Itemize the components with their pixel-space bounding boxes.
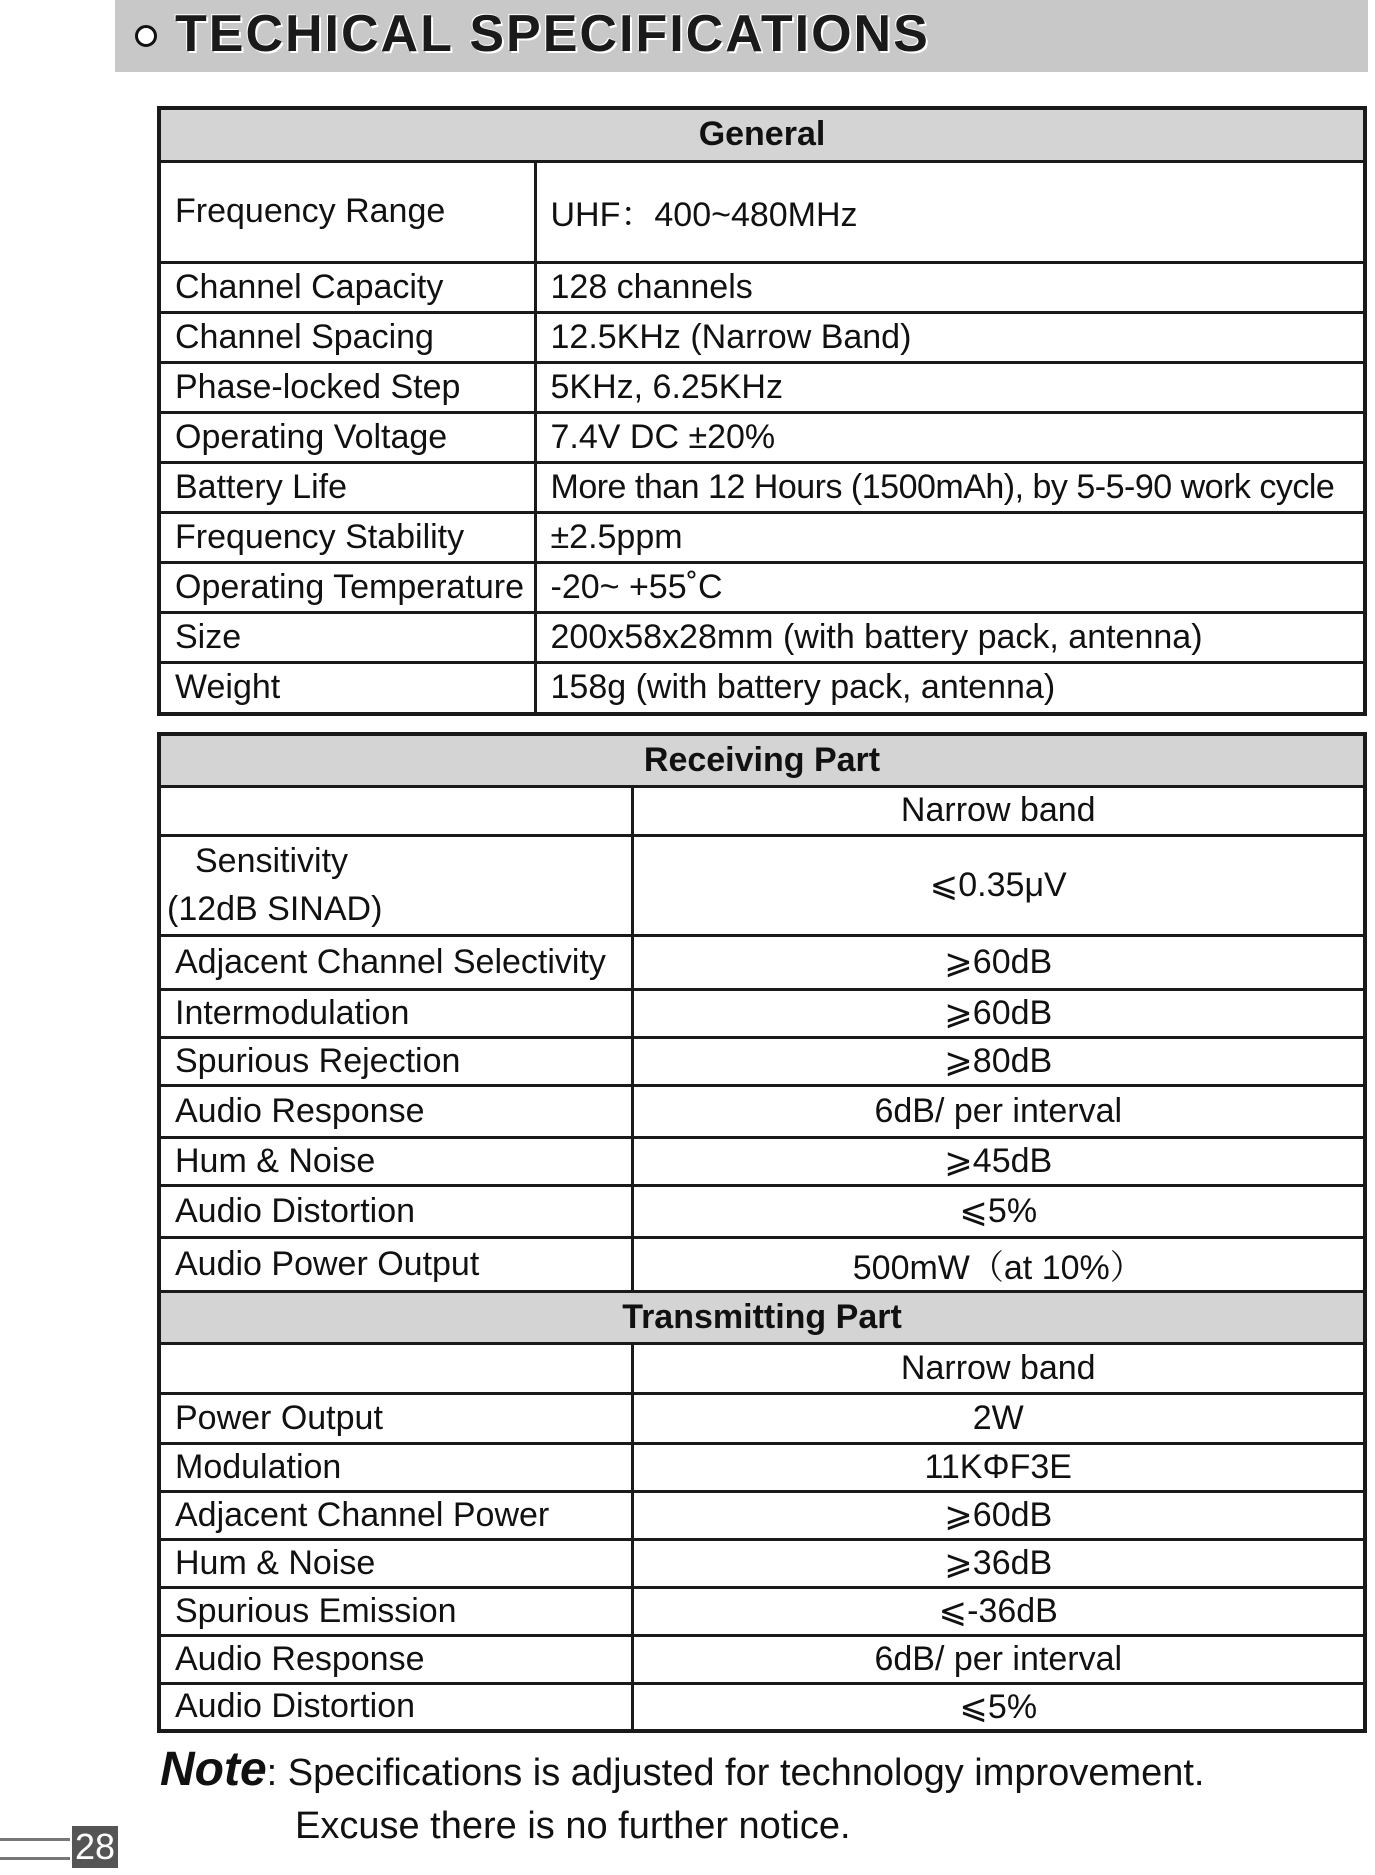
table-row xyxy=(159,312,1365,362)
spec-value: ⩾60dB xyxy=(632,989,1365,1037)
table-row xyxy=(159,562,1365,612)
spec-label: Audio Response xyxy=(159,1085,632,1137)
spec-value: 158g (with battery pack, antenna) xyxy=(535,662,1365,714)
spec-label: Modulation xyxy=(159,1443,632,1491)
table-row xyxy=(159,1443,1365,1491)
note-label: Note xyxy=(160,1743,267,1796)
general-spec-table xyxy=(157,106,1367,716)
table-row xyxy=(159,412,1365,462)
table-row xyxy=(159,989,1365,1037)
section-title-bar xyxy=(115,0,1368,72)
spec-value: ⩾45dB xyxy=(632,1137,1365,1185)
spec-value: ⩾80dB xyxy=(632,1037,1365,1085)
spec-label: Hum & Noise xyxy=(159,1137,632,1185)
spec-label: Adjacent Channel Selectivity xyxy=(159,935,632,989)
spec-label: Power Output xyxy=(159,1393,632,1443)
spec-value: -20~ +55˚C xyxy=(535,562,1365,612)
table-row xyxy=(159,362,1365,412)
transmitting-heading: Transmitting Part xyxy=(159,1291,1365,1343)
table-row xyxy=(159,1587,1365,1635)
note-line-1: Specifications is adjusted for technology improvement. xyxy=(287,1752,1205,1794)
spec-label: Spurious Emission xyxy=(159,1587,632,1635)
spec-value: 6dB/ per interval xyxy=(632,1085,1365,1137)
table-row xyxy=(159,462,1365,512)
table-row xyxy=(159,1539,1365,1587)
table-row xyxy=(159,1085,1365,1137)
spec-label: Audio Distortion xyxy=(159,1683,632,1731)
table-row xyxy=(159,161,1365,262)
spec-label: Intermodulation xyxy=(159,989,632,1037)
sensitivity-label: Sensitivity xyxy=(195,842,349,880)
table-row xyxy=(159,1491,1365,1539)
spec-value: 2W xyxy=(632,1393,1365,1443)
general-heading: General xyxy=(159,108,1365,161)
spec-value: ⩽5% xyxy=(632,1683,1365,1731)
table-row xyxy=(159,1185,1365,1237)
table-row xyxy=(159,662,1365,714)
table-row xyxy=(159,612,1365,662)
spec-label: Hum & Noise xyxy=(159,1539,632,1587)
receiving-column-header: Narrow band xyxy=(632,786,1365,835)
spec-value: ⩽-36dB xyxy=(632,1587,1365,1635)
spec-value: 7.4V DC ±20% xyxy=(535,412,1365,462)
table-row xyxy=(159,1635,1365,1683)
spec-value: 5KHz, 6.25KHz xyxy=(535,362,1365,412)
sensitivity-condition: (12dB SINAD) xyxy=(167,890,383,928)
spec-label: Battery Life xyxy=(159,462,535,512)
table-row xyxy=(159,935,1365,989)
spec-label: Operating Temperature xyxy=(159,562,535,612)
note xyxy=(160,1745,1205,1798)
spec-label: Channel Spacing xyxy=(159,312,535,362)
spec-value: More than 12 Hours (1500mAh), by 5-5-90 work cycle xyxy=(535,462,1365,512)
note-colon: : xyxy=(266,1752,278,1794)
spec-label: Operating Voltage xyxy=(159,412,535,462)
spec-label: Spurious Rejection xyxy=(159,1037,632,1085)
spec-value: ⩾60dB xyxy=(632,1491,1365,1539)
spec-value: 6dB/ per interval xyxy=(632,1635,1365,1683)
note-line-2: Excuse there is no further notice. xyxy=(295,1805,851,1847)
spec-value: ⩾60dB xyxy=(632,935,1365,989)
table-row xyxy=(159,1683,1365,1731)
page-title: TECHICAL SPECIFICATIONS xyxy=(175,5,930,63)
spec-value: 128 channels xyxy=(535,262,1365,312)
spec-label xyxy=(159,835,632,935)
table-row xyxy=(159,1037,1365,1085)
page-footer-lines xyxy=(0,1838,70,1860)
table-row xyxy=(159,512,1365,562)
spec-label: Adjacent Channel Power xyxy=(159,1491,632,1539)
spec-label: Audio Response xyxy=(159,1635,632,1683)
spec-value: 11KΦF3E xyxy=(632,1443,1365,1491)
spec-value: 500mW（at 10%） xyxy=(632,1237,1365,1291)
transmitting-empty-cell xyxy=(159,1343,632,1393)
spec-label: Audio Power Output xyxy=(159,1237,632,1291)
spec-value: ⩾36dB xyxy=(632,1539,1365,1587)
transmitting-column-header: Narrow band xyxy=(632,1343,1365,1393)
spec-label: Audio Distortion xyxy=(159,1185,632,1237)
spec-label: Weight xyxy=(159,662,535,714)
receiving-empty-cell xyxy=(159,786,632,835)
page-number: 28 xyxy=(72,1826,118,1868)
table-row xyxy=(159,262,1365,312)
spec-value: ⩽0.35μV xyxy=(632,835,1365,935)
spec-label: Frequency Stability xyxy=(159,512,535,562)
spec-label: Phase-locked Step xyxy=(159,362,535,412)
spec-value: UHF：400~480MHz xyxy=(535,161,1365,262)
spec-label: Channel Capacity xyxy=(159,262,535,312)
spec-label: Frequency Range xyxy=(159,161,535,262)
spec-label: Size xyxy=(159,612,535,662)
bullet-circle-icon xyxy=(135,25,157,47)
spec-value: 200x58x28mm (with battery pack, antenna) xyxy=(535,612,1365,662)
table-row xyxy=(159,1137,1365,1185)
table-row xyxy=(159,1237,1365,1291)
rx-tx-spec-table xyxy=(157,732,1367,1733)
table-row xyxy=(159,835,1365,935)
spec-value: 12.5KHz (Narrow Band) xyxy=(535,312,1365,362)
spec-value: ⩽5% xyxy=(632,1185,1365,1237)
table-row xyxy=(159,1393,1365,1443)
spec-value: ±2.5ppm xyxy=(535,512,1365,562)
receiving-heading: Receiving Part xyxy=(159,734,1365,786)
